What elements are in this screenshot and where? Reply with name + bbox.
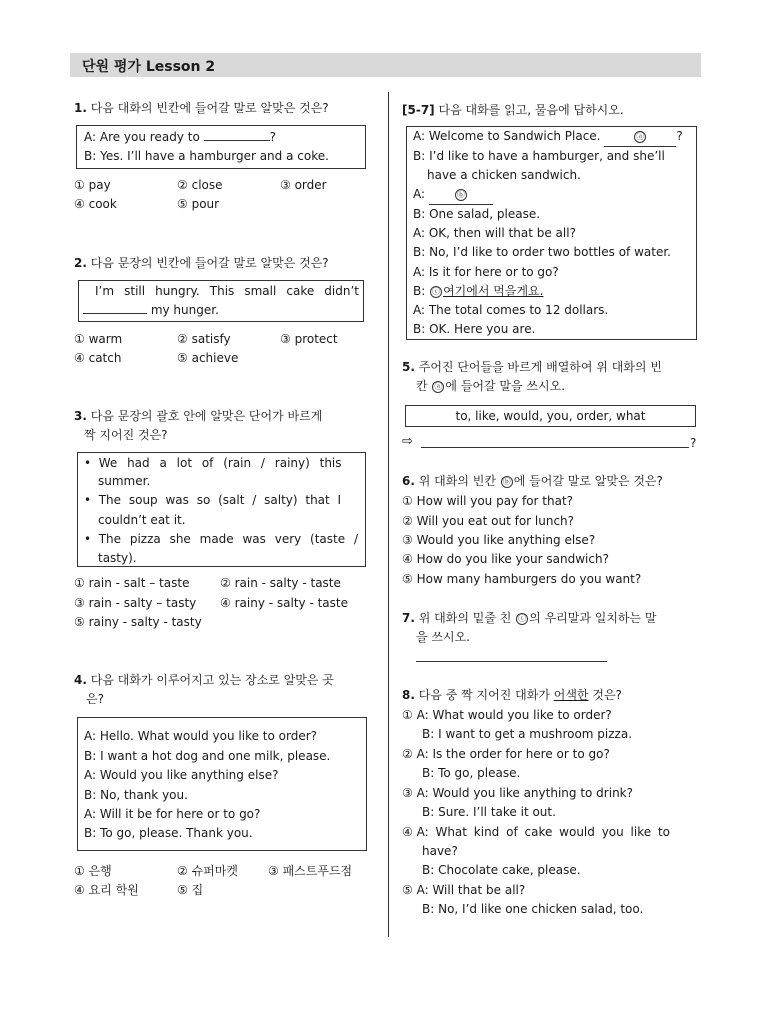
q3-bullet-2: • The soup was so (salt / salty) that I	[84, 493, 342, 507]
q7-answer-line[interactable]	[416, 661, 607, 662]
q7-prompt: 7. 위 대화의 밑줄 친 ⓒ 의 우리말과 일치하는 말 을 쓰시오.	[402, 611, 657, 644]
q8-option-1-reply: B: I want to get a mushroom pizza.	[422, 727, 633, 741]
q3-prompt: 3. 다음 문장의 괄호 안에 알맞은 단어가 바르게 짝 지어진 것은?	[74, 409, 323, 442]
q6-prompt: 6. 위 대화의 빈칸 ⓑ 에 들어갈 말로 알맞은 것은?	[402, 474, 663, 488]
q57-line-5: B: One salad, please.	[413, 207, 541, 221]
mark-a-icon: ⓐ	[434, 381, 443, 391]
q4-line-3: A: Would you like anything else?	[84, 768, 279, 782]
q5-answer-line[interactable]	[421, 447, 689, 448]
q2-line-2: my hunger.	[83, 301, 219, 320]
q1-option-3[interactable]: ③ order	[280, 178, 327, 192]
mark-b-icon: ⓑ	[456, 189, 465, 199]
q6-option-5[interactable]: ⑤ How many hamburgers do you want?	[402, 572, 642, 586]
q4-option-3[interactable]: ③ 패스트푸드점	[268, 864, 353, 878]
q3-option-3[interactable]: ③ rain - salty – tasty	[74, 596, 197, 610]
q4-line-1: A: Hello. What would you like to order?	[84, 729, 318, 743]
q3-bullet-2-cont: couldn’t eat it.	[98, 513, 186, 527]
q6-option-1[interactable]: ① How will you pay for that?	[402, 494, 574, 508]
q2-option-5[interactable]: ⑤ achieve	[177, 351, 239, 365]
q4-option-1[interactable]: ① 은행	[74, 864, 112, 878]
q8-option-5-reply: B: No, I’d like one chicken salad, too.	[422, 902, 644, 916]
q2-option-1[interactable]: ① warm	[74, 332, 123, 346]
q5-word-box	[405, 405, 696, 427]
q3-bullet-1: • We had a lot of (rain / rainy) this	[84, 456, 342, 470]
q8-option-3[interactable]: ③ A: Would you like anything to drink?	[402, 786, 633, 800]
q8-option-5[interactable]: ⑤ A: Will that be all?	[402, 883, 526, 897]
q57-line-11: B: OK. Here you are.	[413, 322, 536, 336]
q8-option-4[interactable]: ④ A: What kind of cake would you like to	[402, 825, 670, 839]
q8-option-2[interactable]: ② A: Is the order for here or to go?	[402, 747, 610, 761]
q4-line-2: B: I want a hot dog and one milk, please.	[84, 749, 331, 763]
q57-line-2: B: I’d like to have a hamburger, and she’ll	[413, 149, 665, 163]
q4-option-2[interactable]: ② 슈퍼마켓	[177, 864, 238, 878]
q1-line-1: A: Are you ready to ?	[84, 130, 276, 144]
q4-line-4: B: No, thank you.	[84, 788, 188, 802]
mark-a-icon: ⓐ	[636, 131, 645, 141]
header-bar	[70, 53, 701, 77]
q8-option-4-reply: B: Chocolate cake, please.	[422, 863, 581, 877]
q4-line-5: A: Will it be for here or to go?	[84, 807, 261, 821]
q5-7-prompt: [5-7] 다음 대화를 읽고, 물음에 답하시오.	[402, 103, 624, 117]
q5-question-mark: ?	[690, 436, 697, 450]
q8-option-2-reply: B: To go, please.	[422, 766, 521, 780]
q2-prompt: 2. 다음 문장의 빈칸에 들어갈 말로 알맞은 것은?	[74, 256, 329, 270]
q4-line-6: B: To go, please. Thank you.	[84, 826, 253, 840]
q4-option-5[interactable]: ⑤ 집	[177, 883, 204, 897]
q2-line-1: I’m still hungry. This small cake didn’t	[95, 284, 359, 298]
q5-prompt: 5. 주어진 단어들을 바르게 배열하여 위 대화의 빈 칸 ⓐ 에 들어갈 말을 쓰시오.	[402, 360, 662, 393]
answer-arrow-icon: ⇨	[402, 434, 413, 449]
q8-option-4-cont: have?	[422, 844, 458, 858]
mark-c-icon: ⓒ	[432, 286, 441, 296]
q57-line-9: B: ⓒ 여기에서 먹을게요.	[413, 284, 544, 298]
q1-dialogue-box	[76, 125, 366, 169]
q8-prompt: 8. 다음 중 짝 지어진 대화가 어색한 것은?	[402, 688, 622, 702]
q5-7-dialogue-box	[406, 126, 697, 340]
q2-option-4[interactable]: ④ catch	[74, 351, 122, 365]
q4-prompt: 4. 다음 대화가 이루어지고 있는 장소로 알맞은 곳 은?	[74, 673, 334, 706]
q3-option-4[interactable]: ④ rainy - salty - taste	[220, 596, 348, 610]
q6-option-3[interactable]: ③ Would you like anything else?	[402, 533, 596, 547]
mark-c-icon: ⓒ	[518, 613, 527, 623]
q57-line-10: A: The total comes to 12 dollars.	[413, 303, 609, 317]
q57-line-7: B: No, I’d like to order two bottles of water.	[413, 245, 671, 259]
mark-b-icon: ⓑ	[502, 476, 511, 486]
q2-sentence-box	[78, 280, 364, 322]
q4-dialogue-box	[77, 717, 367, 851]
q1-option-2[interactable]: ② close	[177, 178, 223, 192]
q3-option-2[interactable]: ② rain - salty - taste	[220, 576, 341, 590]
q3-bullet-1-cont: summer.	[98, 474, 151, 488]
q4-option-4[interactable]: ④ 요리 학원	[74, 883, 139, 897]
q1-option-4[interactable]: ④ cook	[74, 197, 117, 211]
page-title: 단원 평가 Lesson 2	[82, 59, 216, 75]
q3-option-5[interactable]: ⑤ rainy - salty - tasty	[74, 615, 202, 629]
q5-words: to, like, would, you, order, what	[455, 409, 646, 423]
q57-line-3: have a chicken sandwich.	[427, 168, 581, 182]
q3-bullet-3: • The pizza she made was very (taste /	[84, 532, 358, 546]
q57-line-1: A: Welcome to Sandwich Place. ⓐ ?	[413, 127, 683, 147]
q2-option-2[interactable]: ② satisfy	[177, 332, 231, 346]
q3-sentences-box	[77, 452, 366, 567]
q1-option-5[interactable]: ⑤ pour	[177, 197, 220, 211]
q57-line-6: A: OK, then will that be all?	[413, 226, 576, 240]
q8-option-3-reply: B: Sure. I’ll take it out.	[422, 805, 556, 819]
q3-bullet-3-cont: tasty).	[98, 551, 137, 565]
q1-prompt: 1. 다음 대화의 빈칸에 들어갈 말로 알맞은 것은?	[74, 101, 329, 115]
q1-option-1[interactable]: ① pay	[74, 178, 111, 192]
q57-line-4: A: ⓑ	[413, 185, 493, 205]
q6-option-4[interactable]: ④ How do you like your sandwich?	[402, 552, 609, 566]
q3-option-1[interactable]: ① rain - salt – taste	[74, 576, 190, 590]
q6-option-2[interactable]: ② Will you eat out for lunch?	[402, 514, 575, 528]
q8-option-1[interactable]: ① A: What would you like to order?	[402, 708, 612, 722]
q1-line-2: B: Yes. I’ll have a hamburger and a coke.	[84, 149, 329, 163]
q57-line-8: A: Is it for here or to go?	[413, 265, 559, 279]
column-divider	[388, 92, 389, 937]
q2-option-3[interactable]: ③ protect	[280, 332, 338, 346]
